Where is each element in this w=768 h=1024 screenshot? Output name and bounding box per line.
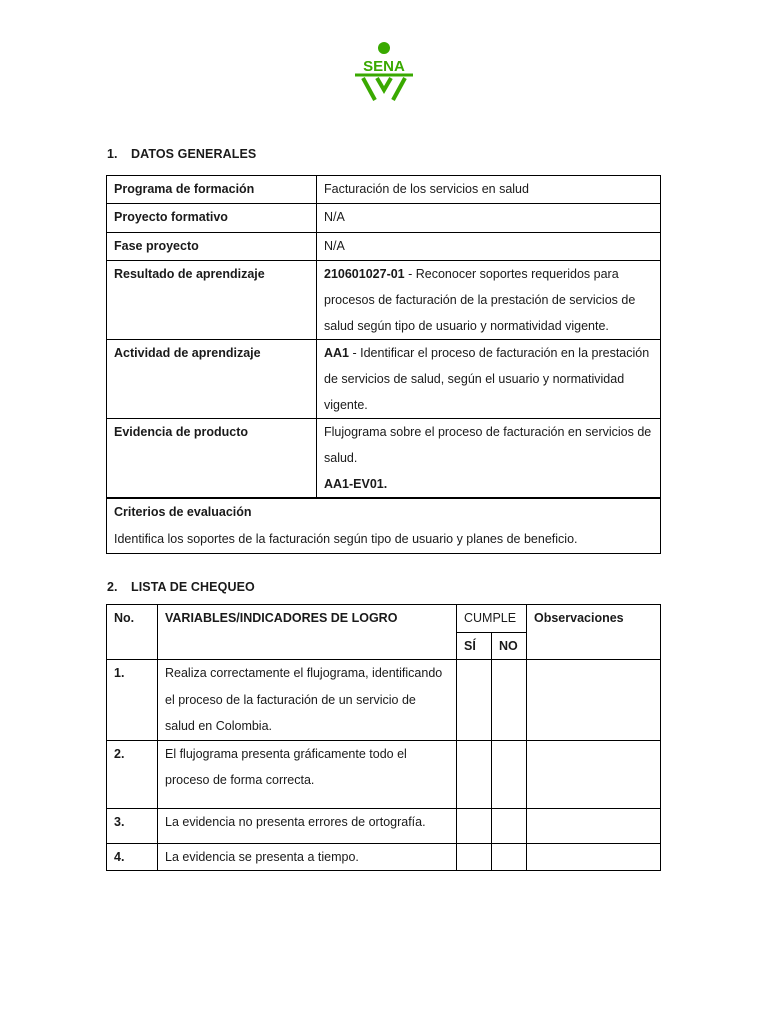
result-code: 210601027-01 xyxy=(324,267,405,281)
row-no-cell xyxy=(492,808,527,843)
row-no-cell xyxy=(492,740,527,808)
row-label: Programa de formación xyxy=(107,176,317,204)
row-label: Fase proyecto xyxy=(107,233,317,261)
criteria-cell xyxy=(107,499,661,554)
header-no: No. xyxy=(107,605,158,660)
criteria-table xyxy=(106,498,661,554)
row-number: 4. xyxy=(107,843,158,871)
row-number: 2. xyxy=(107,740,158,808)
table-row xyxy=(107,204,661,233)
row-indicator: El flujograma presenta gráficamente todo el proceso de forma correcta. xyxy=(158,740,457,808)
sena-logo xyxy=(349,40,419,106)
row-label: Actividad de aprendizaje xyxy=(107,340,317,419)
row-value: N/A xyxy=(317,233,661,261)
row-label: Resultado de aprendizaje xyxy=(107,261,317,340)
section-title-datos-generales: 1. DATOS GENERALES xyxy=(107,147,257,161)
row-value xyxy=(317,419,661,498)
row-si-cell xyxy=(457,808,492,843)
table-header-row xyxy=(107,605,661,633)
row-number: 3. xyxy=(107,808,158,843)
evidence-code: AA1-EV01. xyxy=(324,477,388,491)
section-title-lista-chequeo: 2. LISTA DE CHEQUEO xyxy=(107,580,255,594)
row-indicator: La evidencia no presenta errores de ortografía. xyxy=(158,808,457,843)
row-observaciones-cell xyxy=(527,843,661,871)
table-row xyxy=(107,261,661,340)
row-observaciones-cell xyxy=(527,740,661,808)
table-row xyxy=(107,176,661,204)
row-label: Evidencia de producto xyxy=(107,419,317,498)
general-data-table xyxy=(106,175,661,498)
table-row xyxy=(107,843,661,871)
table-row xyxy=(107,660,661,741)
header-variables: VARIABLES/INDICADORES DE LOGRO xyxy=(158,605,457,660)
table-row xyxy=(107,419,661,498)
criteria-text: Identifica los soportes de la facturación según tipo de usuario y planes de beneficio. xyxy=(114,532,578,546)
table-row xyxy=(107,499,661,554)
activity-code: AA1 xyxy=(324,346,350,360)
row-value xyxy=(317,340,661,419)
row-si-cell xyxy=(457,843,492,871)
row-si-cell xyxy=(457,660,492,741)
table-row xyxy=(107,233,661,261)
evidence-text: Flujograma sobre el proceso de facturación en servicios de salud. xyxy=(324,425,652,465)
row-observaciones-cell xyxy=(527,660,661,741)
row-label: Proyecto formativo xyxy=(107,204,317,233)
table-row xyxy=(107,340,661,419)
svg-text:SENA: SENA xyxy=(363,58,405,75)
result-text: - Reconocer soportes requeridos para procesos de facturación de la prestación de servicios de salud según tipo de usuario y normatividad vigente. xyxy=(324,267,636,333)
row-indicator: La evidencia se presenta a tiempo. xyxy=(158,843,457,871)
header-cumple: CUMPLE xyxy=(457,605,527,633)
checklist-table xyxy=(106,604,661,871)
criteria-title: Criterios de evaluación xyxy=(114,505,252,519)
row-si-cell xyxy=(457,740,492,808)
row-observaciones-cell xyxy=(527,808,661,843)
row-indicator: Realiza correctamente el flujograma, identificando el proceso de la facturación de un servicio de salud en Colombia. xyxy=(158,660,457,741)
table-row xyxy=(107,740,661,808)
header-si: SÍ xyxy=(457,632,492,660)
row-value: Facturación de los servicios en salud xyxy=(317,176,661,204)
row-no-cell xyxy=(492,843,527,871)
row-value xyxy=(317,261,661,340)
row-no-cell xyxy=(492,660,527,741)
header-no-col: NO xyxy=(492,632,527,660)
activity-text: - Identificar el proceso de facturación en la prestación de servicios de salud, según el usuario y normatividad vigente. xyxy=(324,346,650,412)
row-value: N/A xyxy=(317,204,661,233)
table-row xyxy=(107,808,661,843)
header-observaciones: Observaciones xyxy=(527,605,661,660)
row-number: 1. xyxy=(107,660,158,741)
